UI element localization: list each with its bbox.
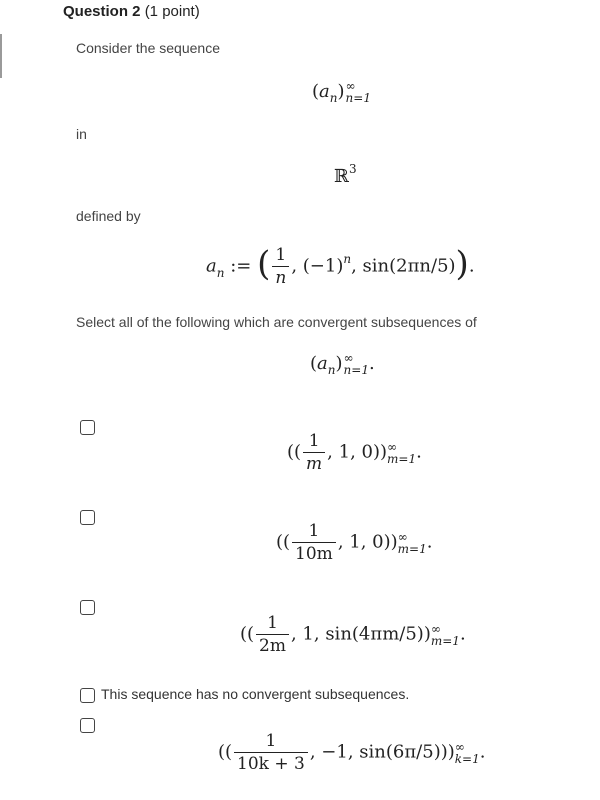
option-4-checkbox[interactable] bbox=[80, 688, 95, 703]
def-rest-exp: n bbox=[343, 251, 352, 266]
option-3-checkbox[interactable] bbox=[80, 600, 95, 615]
space-expression bbox=[334, 162, 357, 187]
defined-by-text: defined by bbox=[76, 208, 141, 224]
option-1-expression: (( $\frac{1}{m}$ , 1, 0)) ∞ m=1 . bbox=[287, 431, 422, 474]
seq-inf: ∞ bbox=[345, 79, 356, 93]
left-accent-bar bbox=[0, 34, 2, 78]
def-assign: := bbox=[230, 255, 252, 277]
consider-text: Consider the sequence bbox=[76, 40, 220, 56]
sequence-expression: $(a_n)$ ∞ n=1 bbox=[312, 79, 371, 105]
seq-n: n bbox=[329, 91, 338, 105]
def-lhs: a bbox=[206, 255, 217, 277]
def-rest: , (−1) bbox=[291, 255, 344, 277]
option-2-expression: (( $\frac{1}{10m}$ , 1, 0)) ∞ m=1 . bbox=[276, 521, 433, 564]
target-expression: $(a_n)$ ∞ n=1 . bbox=[310, 351, 375, 377]
option-5-expression: (( $\frac{1}{10k + 3}$ , −1, sin(6π/5))) ∞ k=1 . bbox=[218, 731, 486, 774]
option-1-checkbox[interactable] bbox=[80, 420, 95, 435]
question-points: (1 point) bbox=[144, 3, 200, 20]
def-lhs-sub: n bbox=[216, 265, 225, 280]
space-exp: 3 bbox=[348, 162, 357, 176]
def-fraction: $\frac{1}{n}$ bbox=[272, 244, 289, 289]
select-text: Select all of the following which are convergent subsequences of bbox=[76, 314, 477, 330]
in-text: in bbox=[76, 126, 87, 142]
option-5-checkbox[interactable] bbox=[80, 718, 95, 733]
question-number: Question 2 bbox=[63, 3, 141, 20]
question-title bbox=[63, 3, 200, 20]
definition-expression: $a_n$ := ( $\frac{1}{n}$ , $(-1)^n$, sin(2πn/5)). bbox=[206, 243, 475, 288]
def-tail: , sin(2πn/5) bbox=[351, 255, 456, 277]
option-4-text: This sequence has no convergent subsequences. bbox=[101, 686, 410, 702]
seq-a: a bbox=[319, 81, 330, 102]
space-R: ℝ bbox=[334, 166, 349, 187]
option-2-checkbox[interactable] bbox=[80, 510, 95, 525]
seq-lower: n=1 bbox=[345, 91, 371, 105]
option-3-expression: (( $\frac{1}{2m}$ , 1, sin(4πm/5)) ∞ m=1 . bbox=[240, 613, 466, 656]
